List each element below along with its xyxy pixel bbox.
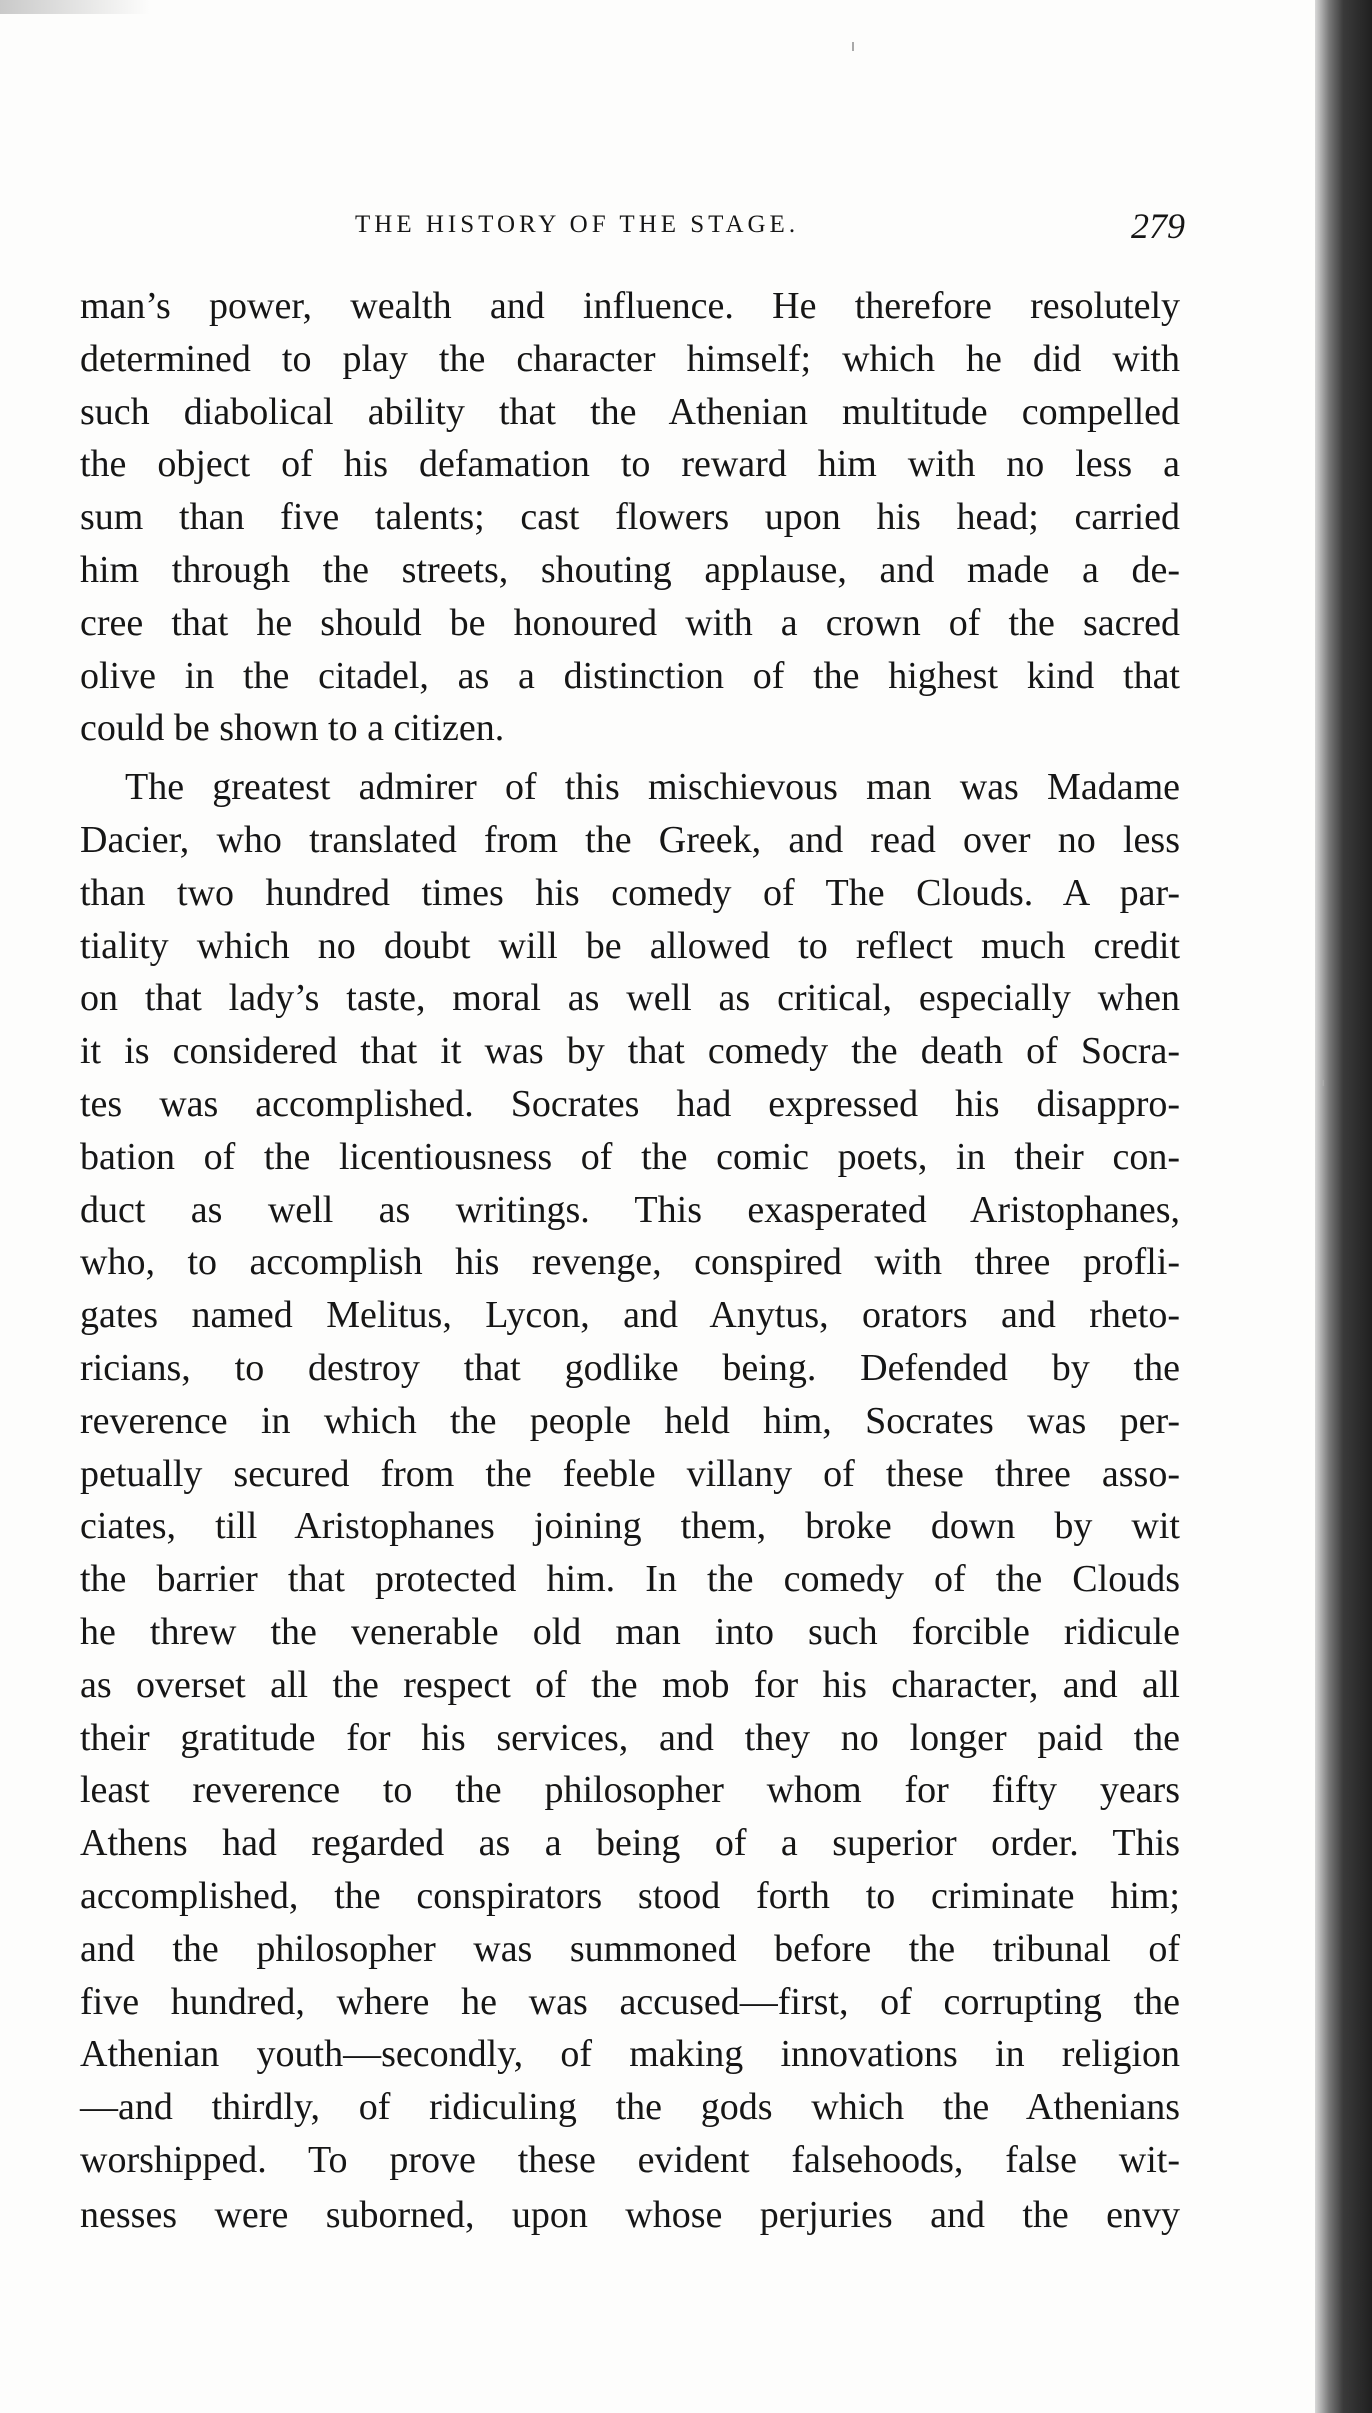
text-line: the barrier that protected him. In the comedy of the Clouds [80, 1558, 1180, 1601]
running-title: THE HISTORY OF THE STAGE. [355, 211, 800, 238]
text-line: worshipped. To prove these evident falsehoods, false wit- [80, 2138, 1180, 2181]
text-line: The greatest admirer of this mischievous man was Madame [125, 766, 1180, 809]
text-line: accomplished, the conspirators stood forth to criminate him; [80, 1874, 1180, 1917]
text-line: determined to play the character himself; which he did with [80, 337, 1180, 380]
text-line: Athens had regarded as a being of a superior order. This [80, 1822, 1180, 1865]
scan-speck [1322, 1080, 1324, 1086]
text-line: Dacier, who translated from the Greek, and read over no less [80, 818, 1180, 861]
text-line: bation of the licentiousness of the comic poets, in their con- [80, 1135, 1180, 1178]
text-line: Athenian youth—secondly, of making innovations in religion [80, 2033, 1180, 2076]
text-line: their gratitude for his services, and they no longer paid the [80, 1716, 1180, 1759]
scan-speck [852, 42, 854, 51]
text-line: five hundred, where he was accused—first, of corrupting the [80, 1980, 1180, 2023]
text-line: petually secured from the feeble villany of these three asso- [80, 1452, 1180, 1495]
text-line: olive in the citadel, as a distinction of the highest kind that [80, 654, 1180, 697]
text-line: who, to accomplish his revenge, conspired with three profli- [80, 1241, 1180, 1284]
running-head [355, 205, 1185, 255]
text-line: gates named Melitus, Lycon, and Anytus, orators and rheto- [80, 1294, 1180, 1337]
text-line: ricians, to destroy that godlike being. Defended by the [80, 1346, 1180, 1389]
text-line: least reverence to the philosopher whom for fifty years [80, 1769, 1180, 1812]
text-line: —and thirdly, of ridiculing the gods which the Athenians [80, 2086, 1180, 2129]
text-line: duct as well as writings. This exasperated Aristophanes, [80, 1188, 1180, 1231]
text-line: reverence in which the people held him, Socrates was per- [80, 1399, 1180, 1442]
text-line: on that lady’s taste, moral as well as critical, especially when [80, 977, 1180, 1020]
text-line: tiality which no doubt will be allowed to reflect much credit [80, 924, 1180, 967]
text-line: than two hundred times his comedy of The Clouds. A par- [80, 871, 1180, 914]
text-line: sum than five talents; cast flowers upon his head; carried [80, 496, 1180, 539]
text-line: he threw the venerable old man into such forcible ridicule [80, 1610, 1180, 1653]
text-line: such diabolical ability that the Athenian multitude compelled [80, 390, 1180, 433]
page-edge-shadow [1315, 0, 1372, 2413]
body-text [80, 280, 1180, 2241]
text-line: could be shown to a citizen. [80, 707, 505, 750]
text-line: cree that he should be honoured with a crown of the sacred [80, 601, 1180, 644]
text-line: tes was accomplished. Socrates had expressed his disappro- [80, 1082, 1180, 1125]
page-number: 279 [1131, 206, 1185, 246]
text-line: and the philosopher was summoned before the tribunal of [80, 1927, 1180, 1970]
text-line: as overset all the respect of the mob for his character, and all [80, 1663, 1180, 1706]
text-line: him through the streets, shouting applause, and made a de- [80, 548, 1180, 591]
text-line: the object of his defamation to reward him with no less a [80, 443, 1180, 486]
text-line: ciates, till Aristophanes joining them, broke down by wit [80, 1505, 1180, 1548]
text-line: it is considered that it was by that comedy the death of Socra- [80, 1030, 1180, 1073]
text-line: nesses were suborned, upon whose perjuries and the envy [80, 2193, 1180, 2236]
scan-smudge [0, 0, 150, 14]
text-line: man’s power, wealth and influence. He therefore resolutely [80, 285, 1180, 327]
